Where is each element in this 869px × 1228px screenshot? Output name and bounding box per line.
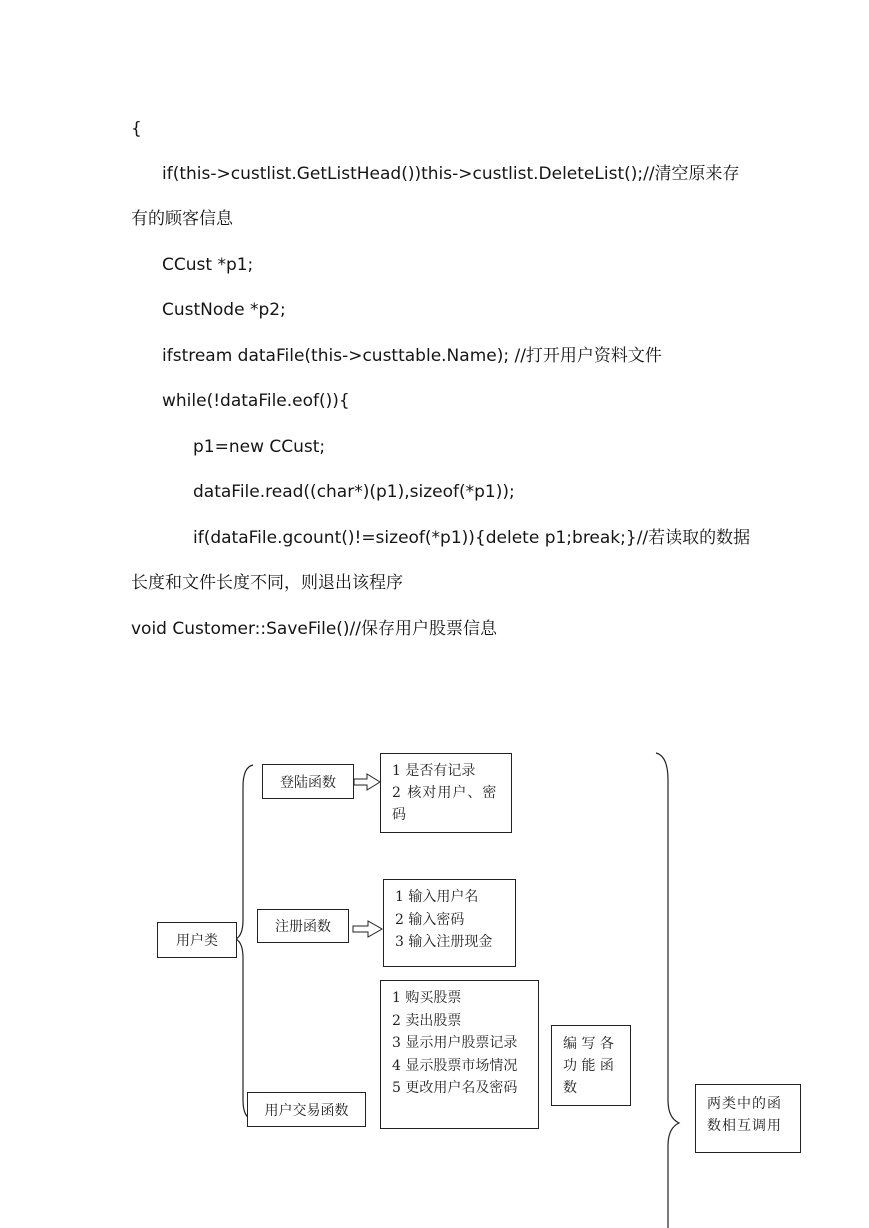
trade-step-2: 2 卖出股票 <box>392 1012 462 1029</box>
login-function-box: 登陆函数 <box>262 764 354 799</box>
code-line-9: dataFile.read((char*)(p1),sizeof(*p1)); <box>193 482 515 502</box>
code-line-12: void Customer::SaveFile()//保存用户股票信息 <box>131 619 498 639</box>
code-line-8: p1=new CCust; <box>193 437 326 457</box>
code-line-1: { <box>131 119 142 139</box>
register-step-2: 2 输入密码 <box>395 911 465 928</box>
register-steps-box <box>383 879 516 967</box>
code-line-6: ifstream dataFile(this->custtable.Name); //打开用户资料文件 <box>162 346 662 366</box>
login-step-2: 2 核对用户、密码 <box>392 785 498 823</box>
trade-step-1: 1 购买股票 <box>392 990 462 1006</box>
login-steps-box <box>380 753 512 833</box>
code-line-2: if(this->custlist.GetListHead())this->custlist.DeleteList();//清空原来存 <box>162 164 740 184</box>
trade-step-4: 4 显示股票市场情况 <box>392 1057 518 1074</box>
register-arrow <box>353 921 382 937</box>
trade-steps-box <box>380 980 539 1129</box>
trade-function-box: 用户交易函数 <box>247 1092 366 1127</box>
login-arrow <box>354 774 380 790</box>
trade-step-5: 5 更改用户名及密码 <box>392 1080 518 1096</box>
root-class-box: 用户类 <box>157 922 237 958</box>
register-function-box: 注册函数 <box>257 909 349 943</box>
code-line-3: 有的顾客信息 <box>131 209 233 229</box>
right-brace <box>656 753 679 1228</box>
register-step-1: 1 输入用户名 <box>395 889 479 905</box>
register-step-3: 3 输入注册现金 <box>395 934 493 950</box>
code-line-11: 长度和文件长度不同，则退出该程序 <box>131 573 403 593</box>
code-line-10: if(dataFile.gcount()!=sizeof(*p1)){delete p1;break;}//若读取的数据 <box>193 528 751 548</box>
mutual-call-note: 两类中的函数相互调用 <box>695 1084 801 1153</box>
code-line-4: CCust *p1; <box>162 255 254 275</box>
login-step-1: 1 是否有记录 <box>392 763 476 779</box>
trade-step-3: 3 显示用户股票记录 <box>392 1035 518 1051</box>
root-brace <box>236 765 253 1120</box>
write-functions-note: 编 写 各 功 能 函 数 <box>551 1025 631 1106</box>
code-line-5: CustNode *p2; <box>162 300 286 320</box>
code-line-7: while(!dataFile.eof()){ <box>162 391 350 411</box>
